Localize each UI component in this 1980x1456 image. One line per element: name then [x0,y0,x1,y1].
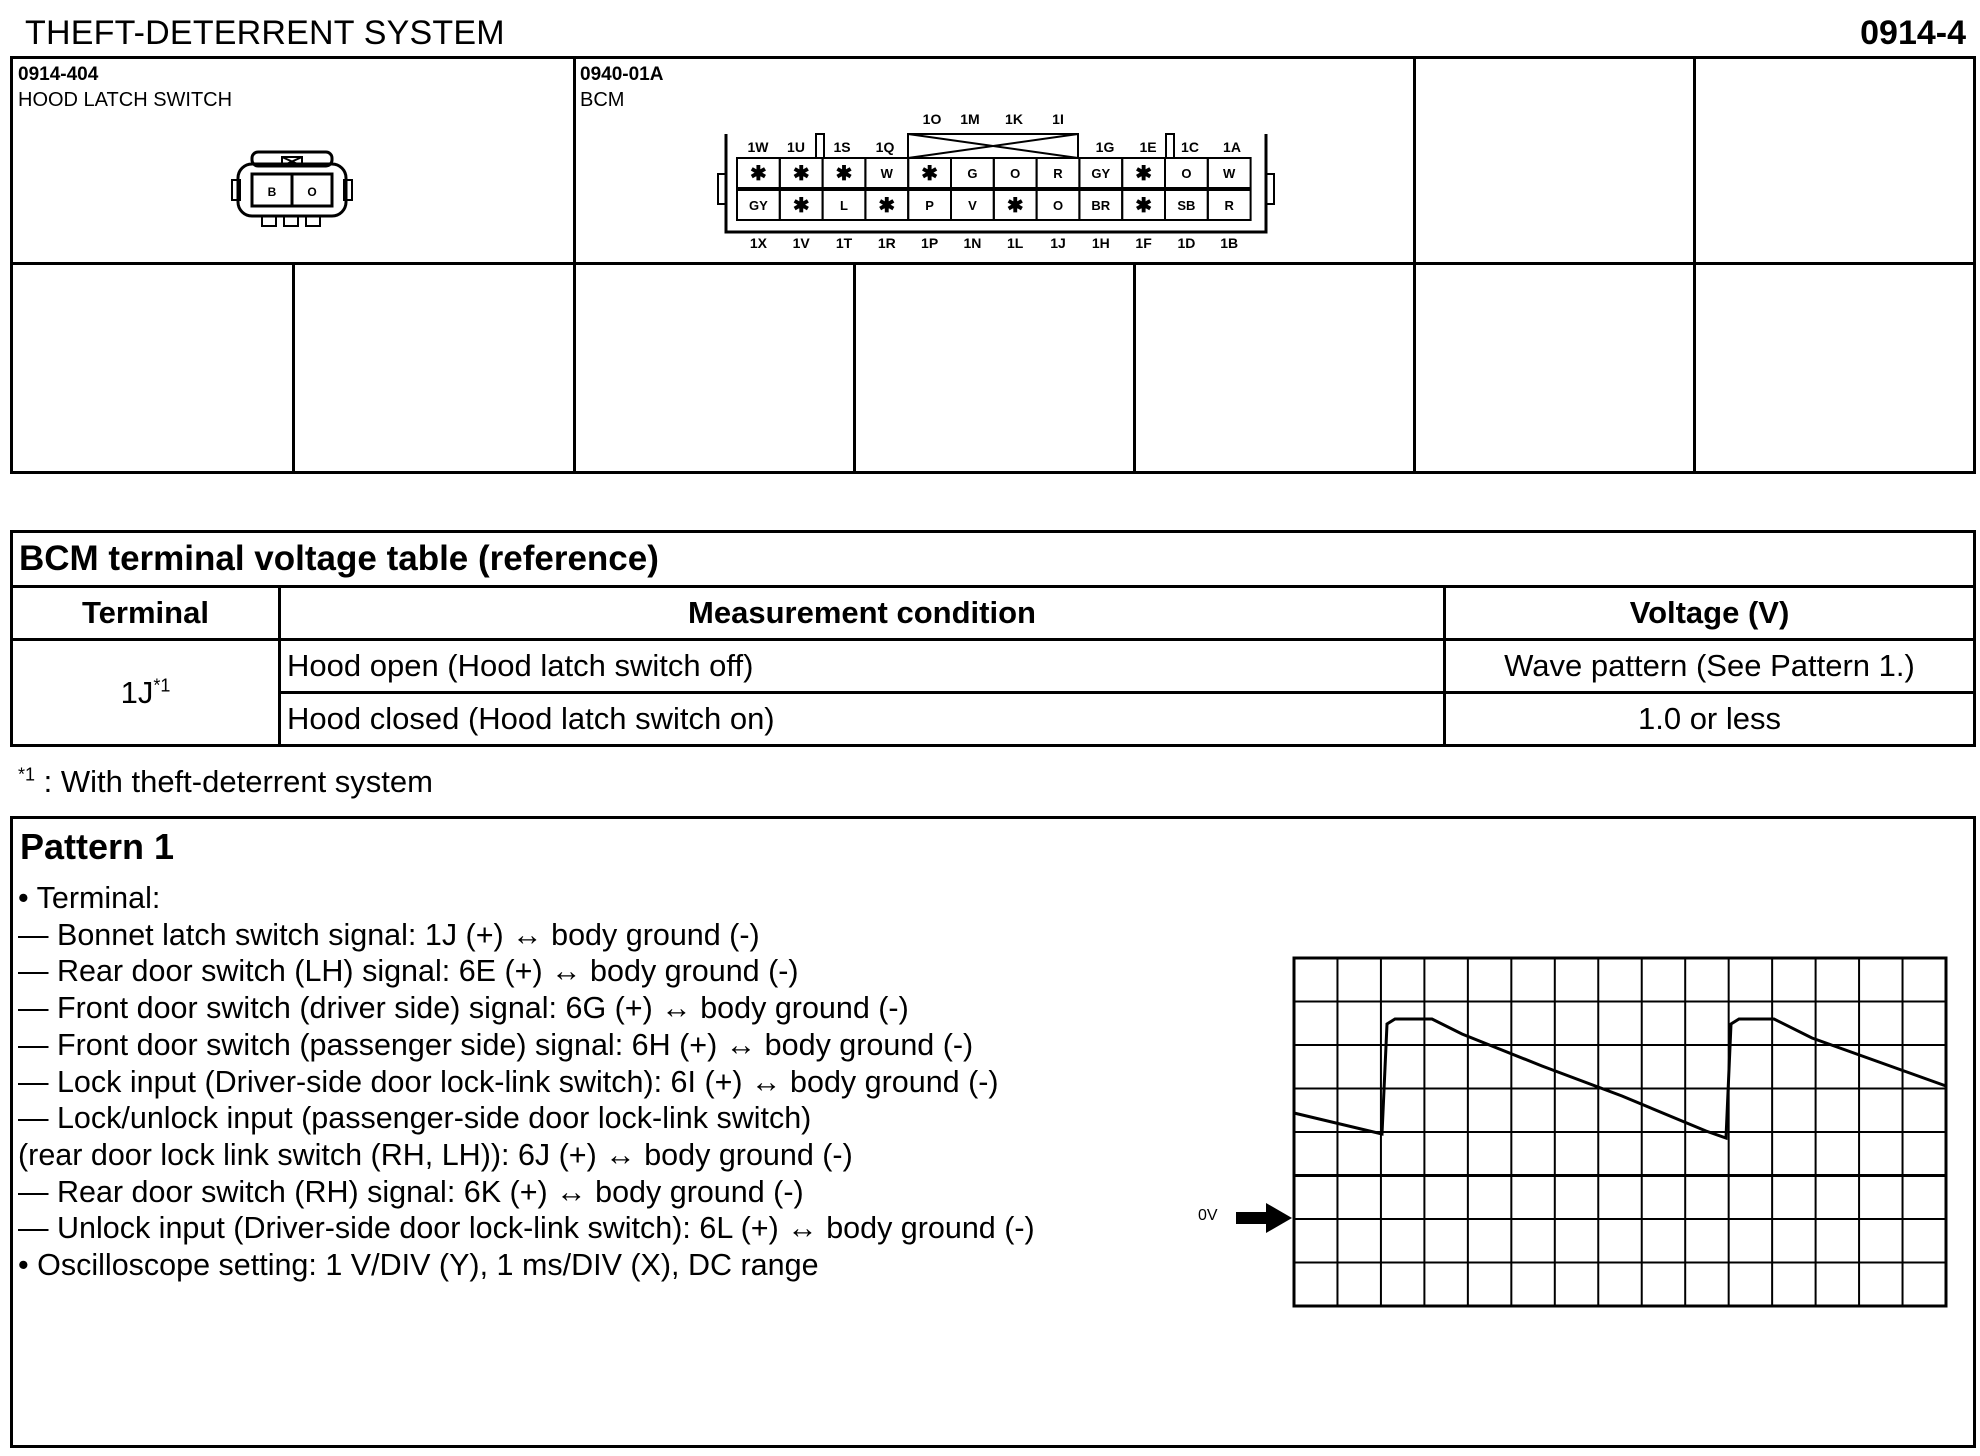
table-row [12,693,1975,746]
bcm-name: BCM [580,89,625,111]
bcm-pin-label: ✱ [878,195,896,217]
pattern-line: — Rear door switch (LH) signal: 6E (+) ↔ body ground (-) [18,954,799,989]
bcm-pin-label: GY [1091,166,1111,181]
bcm-bottom-label: 1H [1091,235,1110,251]
grid-vdivider [1413,56,1416,474]
bcm-code: 0940-01A [580,64,664,85]
bcm-pin-label: BR [1091,198,1111,213]
hood-latch-connector-diagram [228,148,356,232]
grid-vdivider [292,263,295,474]
bcm-bottom-label: 1X [749,235,767,251]
bcm-pin-label: O [1052,198,1064,213]
zero-volt-label: 0V [1198,1207,1218,1224]
pattern-line: — Bonnet latch switch signal: 1J (+) ↔ body ground (-) [18,917,760,952]
grid-vdivider [1693,56,1696,474]
terminal-cell [12,640,280,746]
bcm-pin-label: W [1223,166,1236,181]
bcm-bottom-label: 1L [1007,235,1024,251]
pattern-title: Pattern 1 [20,826,175,867]
bcm-bottom-label: 1V [792,235,810,251]
grid-hdivider [10,262,1976,265]
bcm-top-label: 1I [1052,111,1064,127]
bcm-bottom-label: 1R [877,235,896,251]
bcm-top-label: 1U [787,139,805,155]
pattern-line: — Lock input (Driver-side door lock-link switch): 6I (+) ↔ body ground (-) [18,1064,999,1099]
col-header-voltage: Voltage (V) [1445,587,1975,640]
bcm-key [1166,134,1174,158]
bcm-top-label: 1C [1181,139,1199,155]
bcm-bottom-label: 1T [835,235,853,251]
voltage-cell: Wave pattern (See Pattern 1.) [1445,640,1975,693]
bcm-pin-label: GY [749,198,768,213]
bcm-key [816,134,824,158]
bcm-pin-label: G [967,166,978,181]
pattern-line: — Rear door switch (RH) signal: 6K (+) ↔ body ground (-) [18,1174,804,1209]
bcm-pin-label: ✱ [792,163,810,185]
bcm-pin-label: R [1053,166,1063,181]
bcm-pin-label: P [925,198,934,213]
bcm-top-label: 1K [1005,111,1023,127]
condition-cell: Hood closed (Hood latch switch on) [280,693,1445,746]
bcm-pin-label: W [880,166,893,181]
bcm-pin-label: V [968,198,977,213]
pattern-line: • Oscilloscope setting: 1 V/DIV (Y), 1 ms/DIV (X), DC range [18,1248,819,1283]
bcm-pin-label: SB [1177,198,1196,213]
bcm-pin-label: ✱ [1135,163,1152,185]
bcm-pin-label: R [1224,198,1234,213]
footnote-text: : With theft-deterrent system [35,764,433,799]
bcm-bottom-label: 1P [921,235,939,251]
pattern-description [18,880,1035,1284]
grid-vdivider [1133,263,1136,474]
bcm-top-label: 1S [833,139,851,155]
wave-trace [1294,1019,1946,1138]
bcm-pin-label: ✱ [750,163,767,185]
hood-latch-name: HOOD LATCH SWITCH [18,89,233,111]
zero-volt-arrow-icon [1236,1203,1292,1233]
bcm-bottom-label: 1F [1135,235,1152,251]
bcm-bottom-label: 1B [1220,235,1239,251]
bcm-bottom-label: 1D [1177,235,1196,251]
page-code: 0914-4 [1860,14,1966,52]
voltage-cell: 1.0 or less [1445,693,1975,746]
bcm-pin-label: ✱ [921,163,938,185]
grid-vdivider [573,56,576,474]
bcm-pin-label: O [1181,166,1192,181]
bcm-pin-label: ✱ [1135,195,1152,217]
bcm-pin-label: ✱ [792,195,810,217]
bcm-top-label: 1M [960,111,980,127]
pattern-line: — Front door switch (driver side) signal: 6G (+) ↔ body ground (-) [18,991,909,1026]
terminal-value: 1J [120,674,154,710]
bcm-pin-label: ✱ [835,163,853,185]
bcm-top-label: 1E [1139,139,1157,155]
pattern-line: (rear door lock link switch (RH, LH)): 6J (+) ↔ body ground (-) [18,1137,853,1172]
pattern-line: — Unlock input (Driver-side door lock-link switch): 6L (+) ↔ body ground (-) [18,1211,1035,1246]
bcm-bottom-label: 1J [1050,235,1066,251]
col-header-condition: Measurement condition [280,587,1445,640]
pattern-line: — Front door switch (passenger side) signal: 6H (+) ↔ body ground (-) [18,1027,974,1062]
bcm-bottom-label: 1N [963,235,982,251]
bcm-top-label: 1W [747,139,769,155]
page-title: THEFT-DETERRENT SYSTEM [25,14,505,52]
col-header-terminal: Terminal [12,587,280,640]
bcm-connector-diagram [700,106,1280,254]
table-row [12,640,1975,693]
footnote-mark: *1 [18,764,36,785]
bcm-top-label: 1O [922,111,942,127]
bcm-top-label: 1A [1223,139,1241,155]
bcm-pin-label: L [840,198,848,213]
footnote [18,764,433,800]
hood-pin-o: O [307,185,317,199]
oscilloscope-waveform [1292,956,1952,1310]
hood-pin-b: B [267,185,277,199]
bcm-pin-label: O [1010,166,1021,181]
pattern-line: • Terminal: [18,881,161,915]
terminal-note: *1 [153,675,171,696]
voltage-table-title: BCM terminal voltage table (reference) [12,532,1975,587]
pattern-line: — Lock/unlock input (passenger-side door lock-link switch) [18,1101,812,1136]
condition-cell: Hood open (Hood latch switch off) [280,640,1445,693]
hood-latch-code: 0914-404 [18,64,99,85]
bcm-pin-label: ✱ [1006,195,1024,217]
bcm-top-label: 1G [1095,139,1115,155]
grid-vdivider [853,263,856,474]
bcm-top-label: 1Q [875,139,895,155]
voltage-table [10,530,1976,747]
